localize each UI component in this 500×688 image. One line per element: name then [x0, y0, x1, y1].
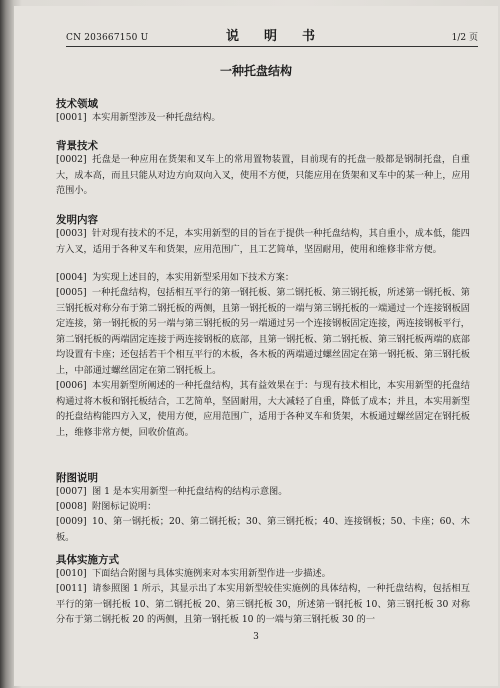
- paragraph-text: 附图标记说明：: [92, 501, 157, 512]
- paragraph-number: [0010]: [56, 568, 87, 579]
- section-heading-embodiment: 具体实施方式: [56, 554, 119, 566]
- paragraph-number: [0007]: [56, 486, 87, 497]
- paragraph-number: [0008]: [56, 501, 87, 512]
- paragraph-0002: [56, 152, 470, 199]
- paragraph-0001: [56, 110, 470, 126]
- paragraph-number: [0009]: [56, 516, 87, 527]
- paragraph-text: 本实用新型涉及一种托盘结构。: [92, 112, 221, 123]
- paragraph-text: 针对现有技术的不足，本实用新型的目的旨在于提供一种托盘结构，其自重小，成本低，能四方入叉，适用于各种叉车和货架，应用范围广，且工艺简单，坚固耐用，使用和维修非常方便。: [56, 228, 470, 255]
- invention-title: 一种托盘结构: [219, 64, 292, 78]
- paragraph-text: 一种托盘结构，包括相互平行的第一钢托板、第二钢托板、第三钢托板，所述第一钢托板、第三钢托板对称分布于第二钢托板的两侧，且第一钢托板的一端与第三钢托板的一端通过一个连接钢板固定连接，第一钢托板的另一端与第三钢托板的另一端通过另一个连接钢板固定连接，两连接钢板平行，第二钢托板的两端固定连接于两连接钢板的底部，且第一钢托板、第二钢托板、第三钢托板两端的底部均设置有卡座；还包括若干个相互平行的木板，各木板的两端通过螺丝固定在第一钢托板、第三钢托板上，中部通过螺丝固定在第二钢托板上。: [56, 287, 470, 376]
- paragraph-0007: [56, 484, 470, 500]
- paragraph-text: 10、第一钢托板；20、第二钢托板；30、第三钢托板；40、连接钢板；50、卡座；60、木板。: [56, 516, 470, 543]
- section-heading-tech-field: 技术领域: [56, 98, 98, 110]
- document-page: [14, 6, 498, 686]
- page-indicator: 1/2 页: [451, 33, 478, 43]
- paragraph-0005: [56, 285, 470, 378]
- paragraph-text: 托盘是一种应用在货架和叉车上的常用置物装置，目前现有的托盘一般都是钢制托盘，自重大，成本高，而且只能从对边方向双向入叉，使用不方便，只能应用在货架和叉车中的某一种上，应用范围小。: [56, 154, 470, 196]
- section-heading-content: 发明内容: [56, 214, 98, 226]
- document-type-title: 说 明 书: [226, 29, 322, 44]
- publication-number: CN 203667150 U: [66, 33, 149, 43]
- paragraph-text: 图 1 是本实用新型一种托盘结构的结构示意图。: [92, 486, 288, 497]
- paragraph-text: 下面结合附图与具体实施例来对本实用新型作进一步描述。: [92, 568, 331, 579]
- paragraph-number: [0005]: [56, 287, 87, 298]
- paragraph-number: [0004]: [56, 272, 87, 283]
- paragraph-number: [0001]: [56, 112, 87, 123]
- page-number: 3: [253, 632, 259, 642]
- paragraph-text: 本实用新型所阐述的一种托盘结构，其有益效果在于：与现有技术相比，本实用新型的托盘结构通过将木板和钢托板结合，工艺简单，坚固耐用，大大减轻了自重，降低了成本；并且，本实用新型的托盘结构能四方入叉，使用方便，应用范围广，适用于各种叉车和货架，木板通过螺丝固定在钢托板上，维修非常方便，回收价值高。: [56, 380, 470, 438]
- paragraph-0004: [56, 270, 470, 286]
- paragraph-number: [0003]: [56, 228, 87, 239]
- paragraph-0006: [56, 378, 470, 440]
- paragraph-0010: [56, 566, 470, 582]
- paragraph-0011: [56, 581, 470, 628]
- paragraph-text: 请参照图 1 所示，其显示出了本实用新型较佳实施例的具体结构，一种托盘结构，包括相互平行的第一钢托板 10、第二钢托板 20、第三钢托板 30，所述第一钢托板 10、第三钢托板 30 对称分布于第二钢托板 20 的两侧，且第一钢托板 10 的一端与第三钢托板 30 的一: [56, 583, 470, 625]
- section-heading-drawings: 附图说明: [56, 472, 98, 484]
- page-header: [66, 26, 478, 47]
- paragraph-0008: [56, 499, 470, 515]
- paragraph-number: [0002]: [56, 154, 87, 165]
- paragraph-number: [0011]: [56, 583, 87, 594]
- paragraph-0009: [56, 514, 470, 545]
- section-heading-background: 背景技术: [56, 140, 98, 152]
- paragraph-number: [0006]: [56, 380, 87, 391]
- paragraph-0003: [56, 226, 470, 257]
- paragraph-text: 为实现上述目的，本实用新型采用如下技术方案：: [92, 272, 295, 283]
